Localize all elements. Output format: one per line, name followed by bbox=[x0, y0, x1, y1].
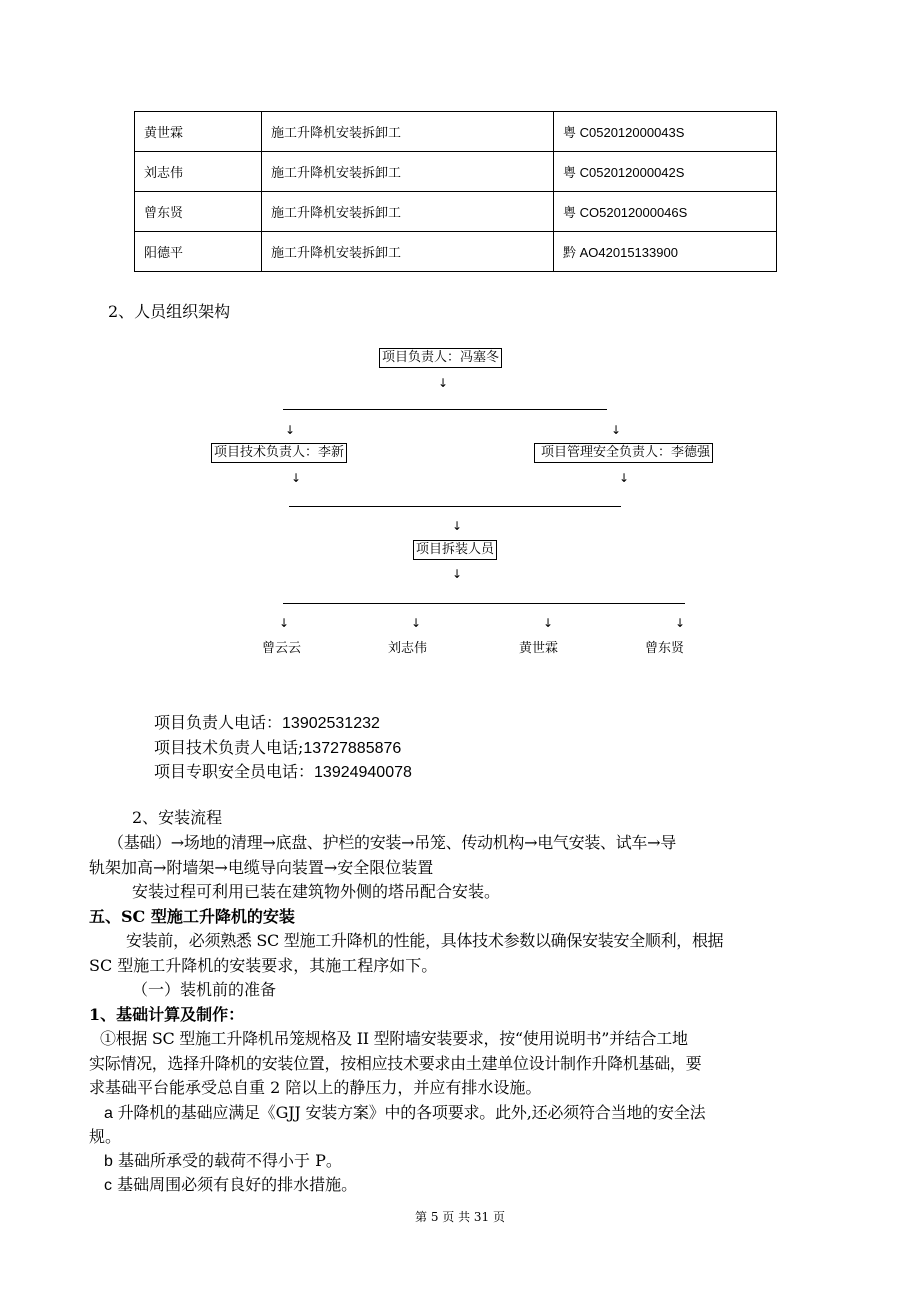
paragraph-line: 安装前，必须熟悉 SC 型施工升降机的性能，具体技术参数以确保安装安全顺利，根据 bbox=[126, 931, 724, 950]
staff-role: 施工升降机安装拆卸工 bbox=[262, 152, 554, 192]
down-arrow-icon: ↓ bbox=[438, 376, 449, 390]
staff-name: 刘志伟 bbox=[135, 152, 262, 192]
table-row bbox=[135, 112, 777, 152]
list-item bbox=[104, 1148, 342, 1171]
contact-phone: 13902531232 bbox=[282, 715, 380, 732]
staff-cert: 粤 C052012000043S bbox=[554, 112, 777, 152]
flow-line: （基础）→场地的清理→底盘、护栏的安装→吊笼、传动机构→电气安装、试车→导 bbox=[108, 833, 676, 852]
down-arrow-icon: ↓ bbox=[543, 616, 554, 630]
down-arrow-icon: ↓ bbox=[611, 423, 622, 437]
staff-name: 阳德平 bbox=[135, 232, 262, 272]
list-letter: c bbox=[104, 1177, 112, 1194]
paragraph-line: 求基础平台能承受总自重 2 陪以上的静压力，并应有排水设施。 bbox=[89, 1078, 542, 1097]
down-arrow-icon: ↓ bbox=[285, 423, 296, 437]
down-arrow-icon: ↓ bbox=[619, 471, 630, 485]
org-install-staff-box: 项目拆装人员 bbox=[413, 540, 497, 560]
flow-note: 安装过程可利用已装在建筑物外侧的塔吊配合安装。 bbox=[132, 882, 501, 901]
table-row bbox=[135, 192, 777, 232]
down-arrow-icon: ↓ bbox=[279, 616, 290, 630]
down-arrow-icon: ↓ bbox=[411, 616, 422, 630]
org-tech-lead-box: 项目技术负责人：李新 bbox=[211, 443, 347, 463]
list-text: 基础所承受的载荷不得小于 P。 bbox=[118, 1151, 342, 1170]
paragraph-line: 规。 bbox=[89, 1127, 122, 1146]
contact-label: 项目技术负责人电话; bbox=[154, 738, 304, 757]
down-arrow-icon: ↓ bbox=[675, 616, 686, 630]
contact-label: 项目专职安全员电话： bbox=[154, 762, 315, 781]
org-member: 黄世霖 bbox=[519, 641, 559, 656]
list-text: 基础周围必须有良好的排水措施。 bbox=[117, 1175, 358, 1194]
paragraph-line: ①根据 SC 型施工升降机吊笼规格及 II 型附墙安装要求，按“使用说明书”并结合工地 bbox=[100, 1029, 688, 1048]
down-arrow-icon: ↓ bbox=[291, 471, 302, 485]
staff-name: 曾东贤 bbox=[135, 192, 262, 232]
table-row bbox=[135, 152, 777, 192]
contact-label: 项目负责人电话： bbox=[154, 713, 283, 732]
org-connector-line bbox=[289, 506, 621, 507]
staff-cert: 粤 CO52012000046S bbox=[554, 192, 777, 232]
table-row bbox=[135, 232, 777, 272]
contact-phone: 13727885876 bbox=[303, 740, 402, 757]
down-arrow-icon: ↓ bbox=[452, 519, 463, 533]
staff-cert: 粤 C052012000042S bbox=[554, 152, 777, 192]
list-letter: b bbox=[104, 1153, 113, 1170]
list-text: 升降机的基础应满足《GJJ 安装方案》中的各项要求。此外,还必须符合当地的安全法 bbox=[117, 1103, 706, 1122]
staff-table bbox=[134, 111, 777, 272]
staff-role: 施工升降机安装拆卸工 bbox=[262, 112, 554, 152]
org-connector-line bbox=[283, 603, 685, 604]
paragraph-line: 实际情况，选择升降机的安装位置，按相应技术要求由土建单位设计制作升降机基础，要 bbox=[89, 1054, 702, 1073]
contact-line bbox=[154, 710, 380, 733]
org-member: 刘志伟 bbox=[388, 641, 428, 656]
staff-role: 施工升降机安装拆卸工 bbox=[262, 192, 554, 232]
list-item bbox=[104, 1172, 357, 1195]
staff-name: 黄世霖 bbox=[135, 112, 262, 152]
staff-cert: 黔 AO42015133900 bbox=[554, 232, 777, 272]
contact-phone: 13924940078 bbox=[314, 764, 412, 781]
list-letter: a bbox=[104, 1105, 113, 1122]
list-item bbox=[104, 1100, 705, 1123]
org-member: 曾东贤 bbox=[645, 641, 685, 656]
org-section-title: 2、人员组织架构 bbox=[108, 302, 231, 321]
subsection-title: （一）装机前的准备 bbox=[132, 980, 277, 999]
contact-line bbox=[154, 735, 401, 758]
contact-line bbox=[154, 759, 412, 782]
staff-role: 施工升降机安装拆卸工 bbox=[262, 232, 554, 272]
page-footer: 第 5 页 共 31 页 bbox=[415, 1210, 505, 1224]
section-title: 五、SC 型施工升降机的安装 bbox=[89, 907, 295, 926]
org-member: 曾云云 bbox=[262, 641, 302, 656]
paragraph-line: SC 型施工升降机的安装要求，其施工程序如下。 bbox=[89, 956, 438, 975]
down-arrow-icon: ↓ bbox=[452, 567, 463, 581]
flow-line: 轨架加高→附墙架→电缆导向装置→安全限位装置 bbox=[89, 858, 434, 877]
org-connector-line bbox=[283, 409, 607, 410]
heading: 1、基础计算及制作： bbox=[89, 1005, 245, 1024]
org-head-box: 项目负责人：冯塞冬 bbox=[379, 348, 502, 368]
org-safety-lead-box: 项目管理安全负责人：李德强 bbox=[534, 443, 713, 463]
flow-title: 2、安装流程 bbox=[132, 808, 223, 827]
